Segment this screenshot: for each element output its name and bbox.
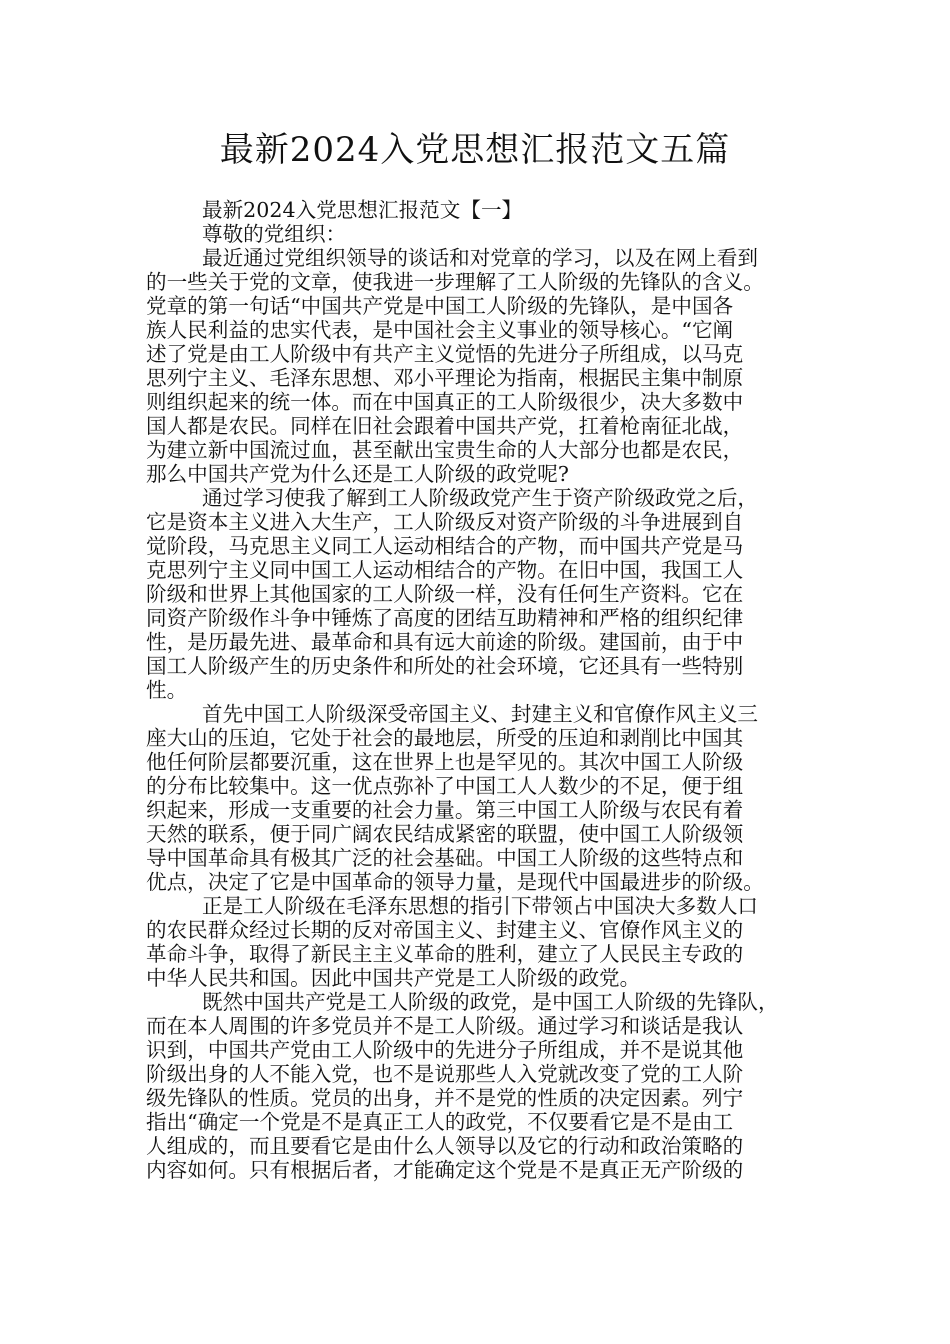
body-text-line: 阶级和世界上其他国家的工人阶级一样，没有任何生产资料。它在 <box>146 582 744 606</box>
body-text-line: 性，是历最先进、最革命和具有远大前途的阶级。建国前，由于中 <box>146 630 744 654</box>
body-text-line: 述了党是由工人阶级中有共产主义觉悟的先进分子所组成，以马克 <box>146 342 744 366</box>
body-text-line: 导中国革命具有极其广泛的社会基础。中国工人阶级的这些特点和 <box>146 846 744 870</box>
body-text-line: 优点，决定了它是中国革命的领导力量，是现代中国最进步的阶级。 <box>146 870 764 894</box>
body-text-line: 那么中国共产党为什么还是工人阶级的政党呢? <box>146 462 569 486</box>
body-text-line: 阶级出身的人不能入党，也不是说那些人入党就改变了党的工人阶 <box>146 1062 744 1086</box>
body-text-line: 内容如何。只有根据后者，才能确定这个党是不是真正无产阶级的 <box>146 1158 744 1182</box>
body-text-line: 级先锋队的性质。党员的出身，并不是党的性质的决定因素。列宁 <box>146 1086 744 1110</box>
body-text-line: 而在本人周围的许多党员并不是工人阶级。通过学习和谈话是我认 <box>146 1014 744 1038</box>
body-text-line: 它是资本主义进入大生产，工人阶级反对资产阶级的斗争进展到自 <box>146 510 744 534</box>
body-text-line: 的农民群众经过长期的反对帝国主义、封建主义、官僚作风主义的 <box>146 918 744 942</box>
body-text-line: 族人民利益的忠实代表，是中国社会主义事业的领导核心。“它阐 <box>146 318 734 342</box>
body-text-line: 通过学习使我了解到工人阶级政党产生于资产阶级政党之后， <box>202 486 759 510</box>
document-title: 最新2024入党思想汇报范文五篇 <box>219 130 731 170</box>
body-text-line: 指出“确定一个党是不是真正工人的政党，不仅要看它是不是由工 <box>146 1110 734 1134</box>
body-text-line: 思列宁主义、毛泽东思想、邓小平理论为指南，根据民主集中制原 <box>146 366 744 390</box>
body-text-line: 天然的联系，便于同广阔农民结成紧密的联盟，使中国工人阶级领 <box>146 822 744 846</box>
body-text-line: 克思列宁主义同中国工人运动相结合的产物。在旧中国，我国工人 <box>146 558 744 582</box>
body-text-line: 为建立新中国流过血，甚至献出宝贵生命的人大部分也都是农民， <box>146 438 744 462</box>
body-text-line: 最近通过党组织领导的谈话和对党章的学习，以及在网上看到 <box>202 246 759 270</box>
body-text-line: 中华人民共和国。因此中国共产党是工人阶级的政党。 <box>146 966 641 990</box>
body-text-line: 他任何阶层都要沉重，这在世界上也是罕见的。其次中国工人阶级 <box>146 750 744 774</box>
body-text-line: 人组成的，而且要看它是由什么人领导以及它的行动和政治策略的 <box>146 1134 744 1158</box>
body-text-line: 觉阶段，马克思主义同工人运动相结合的产物，而中国共产党是马 <box>146 534 744 558</box>
salutation: 尊敬的党组织： <box>202 222 347 246</box>
body-text-line: 党章的第一句话“中国共产党是中国工人阶级的先锋队，是中国各 <box>146 294 734 318</box>
body-text-line: 同资产阶级作斗争中锤炼了高度的团结互助精神和严格的组织纪律 <box>146 606 744 630</box>
body-text-line: 织起来，形成一支重要的社会力量。第三中国工人阶级与农民有着 <box>146 798 744 822</box>
body-text-line: 性。 <box>146 678 188 702</box>
body-text-line: 则组织起来的统一体。而在中国真正的工人阶级很少，决大多数中 <box>146 390 744 414</box>
body-text-line: 既然中国共产党是工人阶级的政党，是中国工人阶级的先锋队， <box>202 990 779 1014</box>
body-text-line: 国人都是农民。同样在旧社会跟着中国共产党，扛着枪南征北战， <box>146 414 744 438</box>
body-text-line: 的一些关于党的文章，使我进一步理解了工人阶级的先锋队的含义。 <box>146 270 764 294</box>
body-text-line: 革命斗争，取得了新民主主义革命的胜利，建立了人民民主专政的 <box>146 942 744 966</box>
body-text-line: 的分布比较集中。这一优点弥补了中国工人人数少的不足，便于组 <box>146 774 744 798</box>
section-heading: 最新2024入党思想汇报范文【一】 <box>202 198 523 222</box>
body-text-line: 正是工人阶级在毛泽东思想的指引下带领占中国决大多数人口 <box>202 894 759 918</box>
body-text-line: 座大山的压迫，它处于社会的最地层，所受的压迫和剥削比中国其 <box>146 726 744 750</box>
body-text-line: 首先中国工人阶级深受帝国主义、封建主义和官僚作风主义三 <box>202 702 759 726</box>
body-text-line: 国工人阶级产生的历史条件和所处的社会环境，它还具有一些特别 <box>146 654 744 678</box>
body-text-line: 识到，中国共产党由工人阶级中的先进分子所组成，并不是说其他 <box>146 1038 744 1062</box>
document-body <box>146 198 818 1182</box>
